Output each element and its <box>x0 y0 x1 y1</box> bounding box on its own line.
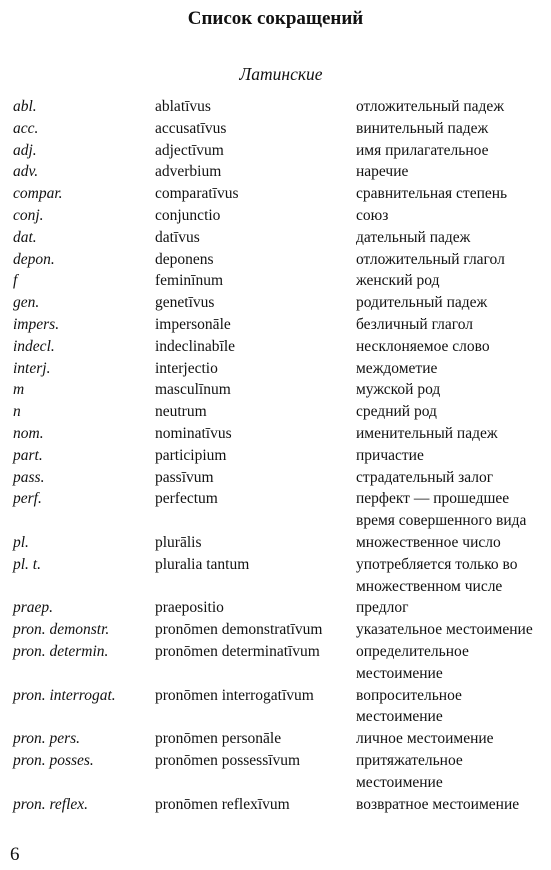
russian-meaning-line: вопросительное <box>356 686 462 704</box>
table-row <box>0 227 551 249</box>
abbreviation-cell: perf. <box>13 490 42 508</box>
table-row <box>0 554 551 598</box>
table-row <box>0 619 551 641</box>
table-row <box>0 445 551 467</box>
russian-meaning-line: местоимение <box>356 708 443 726</box>
abbreviations-table-body <box>0 96 551 815</box>
abbreviation-cell: m <box>13 381 25 399</box>
abbreviation-cell: f <box>13 272 18 290</box>
russian-meaning-cell <box>356 183 551 205</box>
russian-meaning-cell <box>356 750 551 794</box>
table-row <box>0 488 551 532</box>
latin-term-cell: masculīnum <box>155 381 231 399</box>
russian-meaning-line: мужской род <box>356 381 441 399</box>
table-row <box>0 183 551 205</box>
russian-meaning-line: дательный падеж <box>356 228 471 246</box>
latin-term-cell: pronōmen reflexīvum <box>155 795 290 813</box>
table-row <box>0 249 551 271</box>
russian-meaning-line: родительный падеж <box>356 294 488 312</box>
abbreviation-cell: pron. posses. <box>13 751 94 769</box>
latin-term-cell: praepositio <box>155 599 224 617</box>
abbreviation-cell: pron. interrogat. <box>13 686 116 704</box>
table-row <box>0 336 551 358</box>
russian-meaning-line: определительное <box>356 642 469 660</box>
russian-meaning-cell <box>356 532 551 554</box>
abbreviation-cell: compar. <box>13 185 63 203</box>
russian-meaning-line: время совершенного вида <box>356 512 527 530</box>
russian-meaning-line: указательное местоимение <box>356 621 533 639</box>
russian-meaning-cell <box>356 379 551 401</box>
abbreviation-cell: pron. reflex. <box>13 795 89 813</box>
russian-meaning-line: местоимение <box>356 773 443 791</box>
latin-term-cell: impersonāle <box>155 315 231 333</box>
russian-meaning-cell <box>356 140 551 162</box>
abbreviation-cell: adj. <box>13 141 37 159</box>
russian-meaning-line: страдательный залог <box>356 468 494 486</box>
russian-meaning-line: сравнительная степень <box>356 185 508 203</box>
russian-meaning-cell <box>356 445 551 467</box>
abbreviation-cell: pass. <box>13 468 45 486</box>
russian-meaning-cell <box>356 401 551 423</box>
abbreviation-cell: interj. <box>13 359 51 377</box>
russian-meaning-line: имя прилагательное <box>356 141 489 159</box>
abbreviation-cell: pron. pers. <box>13 730 81 748</box>
russian-meaning-cell <box>356 685 551 729</box>
abbreviation-cell: pron. demonstr. <box>13 621 110 639</box>
latin-term-cell: pronōmen demonstratīvum <box>155 621 323 639</box>
abbreviation-cell: dat. <box>13 228 37 246</box>
abbreviation-cell: part. <box>13 446 43 464</box>
abbreviation-cell: pl. t. <box>13 555 41 573</box>
table-row <box>0 205 551 227</box>
latin-term-cell: deponens <box>155 250 214 268</box>
table-row <box>0 161 551 183</box>
abbreviation-cell: nom. <box>13 424 44 442</box>
table-row <box>0 270 551 292</box>
table-row <box>0 140 551 162</box>
russian-meaning-cell <box>356 292 551 314</box>
abbreviation-cell: pl. <box>13 533 29 551</box>
table-row <box>0 358 551 380</box>
russian-meaning-cell <box>356 488 551 532</box>
latin-term-cell: pronōmen personāle <box>155 730 282 748</box>
table-row <box>0 794 551 816</box>
table-row <box>0 401 551 423</box>
russian-meaning-cell <box>356 619 551 641</box>
table-row <box>0 379 551 401</box>
latin-term-cell: neutrum <box>155 403 207 421</box>
abbreviation-cell: depon. <box>13 250 55 268</box>
section-title: Латинские <box>239 64 323 84</box>
russian-meaning-line: женский род <box>356 272 440 290</box>
russian-meaning-cell <box>356 96 551 118</box>
russian-meaning-line: отложительный глагол <box>356 250 505 268</box>
russian-meaning-cell <box>356 554 551 598</box>
table-row <box>0 685 551 729</box>
russian-meaning-cell <box>356 336 551 358</box>
abbreviation-cell: acc. <box>13 119 39 137</box>
russian-meaning-line: множественное число <box>356 533 501 551</box>
latin-term-cell: accusatīvus <box>155 119 227 137</box>
russian-meaning-cell <box>356 728 551 750</box>
russian-meaning-line: местоимение <box>356 664 443 682</box>
latin-term-cell: ablatīvus <box>155 98 211 115</box>
russian-meaning-cell <box>356 270 551 292</box>
russian-meaning-cell <box>356 423 551 445</box>
russian-meaning-line: отложительный падеж <box>356 98 505 115</box>
russian-meaning-line: множественном числе <box>356 577 503 595</box>
latin-term-cell: datīvus <box>155 228 200 246</box>
latin-term-cell: interjectio <box>155 359 218 377</box>
russian-meaning-cell <box>356 205 551 227</box>
russian-meaning-line: предлог <box>356 599 409 617</box>
table-row <box>0 96 551 118</box>
latin-term-cell: feminīnum <box>155 272 224 290</box>
table-row <box>0 118 551 140</box>
abbreviation-cell: abl. <box>13 98 37 115</box>
russian-meaning-cell <box>356 467 551 489</box>
table-row <box>0 467 551 489</box>
latin-term-cell: pronōmen possessīvum <box>155 751 301 769</box>
russian-meaning-cell <box>356 161 551 183</box>
latin-term-cell: adverbium <box>155 163 222 181</box>
table-row <box>0 641 551 685</box>
latin-term-cell: adjectīvum <box>155 141 224 159</box>
abbreviation-cell: gen. <box>13 294 40 312</box>
russian-meaning-line: именительный падеж <box>356 424 498 442</box>
russian-meaning-line: личное местоимение <box>356 730 494 748</box>
table-row <box>0 423 551 445</box>
russian-meaning-cell <box>356 641 551 685</box>
table-row <box>0 532 551 554</box>
russian-meaning-line: наречие <box>356 163 409 181</box>
latin-term-cell: conjunctio <box>155 206 221 224</box>
table-row <box>0 728 551 750</box>
page-number: 6 <box>10 844 20 865</box>
russian-meaning-line: возвратное местоимение <box>356 795 520 813</box>
table-row <box>0 597 551 619</box>
russian-meaning-cell <box>356 118 551 140</box>
russian-meaning-line: безличный глагол <box>356 315 474 333</box>
latin-term-cell: plurālis <box>155 533 202 551</box>
latin-term-cell: participium <box>155 446 227 464</box>
table-row <box>0 314 551 336</box>
abbreviation-cell: pron. determin. <box>13 642 109 660</box>
russian-meaning-line: перфект — прошедшее <box>356 490 510 508</box>
russian-meaning-line: несклоняемое слово <box>356 337 490 355</box>
russian-meaning-line: винительный падеж <box>356 119 489 137</box>
abbreviation-cell: conj. <box>13 206 44 224</box>
latin-term-cell: nominatīvus <box>155 424 232 442</box>
abbreviation-cell: indecl. <box>13 337 55 355</box>
latin-term-cell: comparatīvus <box>155 185 239 203</box>
russian-meaning-cell <box>356 227 551 249</box>
russian-meaning-cell <box>356 358 551 380</box>
latin-term-cell: genetīvus <box>155 294 215 312</box>
russian-meaning-line: причастие <box>356 446 424 464</box>
russian-meaning-cell <box>356 314 551 336</box>
table-row <box>0 750 551 794</box>
russian-meaning-cell <box>356 249 551 271</box>
russian-meaning-line: средний род <box>356 403 437 421</box>
abbreviations-table <box>0 96 551 815</box>
russian-meaning-line: притяжательное <box>356 751 463 769</box>
page-title: Список сокращений <box>187 8 364 29</box>
latin-term-cell: passīvum <box>155 468 214 486</box>
russian-meaning-line: употребляется только во <box>356 555 518 573</box>
latin-term-cell: pronōmen interrogatīvum <box>155 686 314 704</box>
abbreviation-cell: praep. <box>13 599 54 617</box>
latin-term-cell: perfectum <box>155 490 218 508</box>
abbreviation-cell: impers. <box>13 315 60 333</box>
latin-term-cell: indeclinabīle <box>155 337 236 355</box>
russian-meaning-cell <box>356 794 551 816</box>
table-row <box>0 292 551 314</box>
latin-term-cell: pluralia tantum <box>155 555 250 573</box>
russian-meaning-line: союз <box>356 206 389 224</box>
russian-meaning-line: междометие <box>356 359 438 377</box>
russian-meaning-cell <box>356 597 551 619</box>
latin-term-cell: pronōmen determinatīvum <box>155 642 320 660</box>
abbreviation-cell: adv. <box>13 163 39 181</box>
abbreviation-cell: n <box>13 403 21 421</box>
